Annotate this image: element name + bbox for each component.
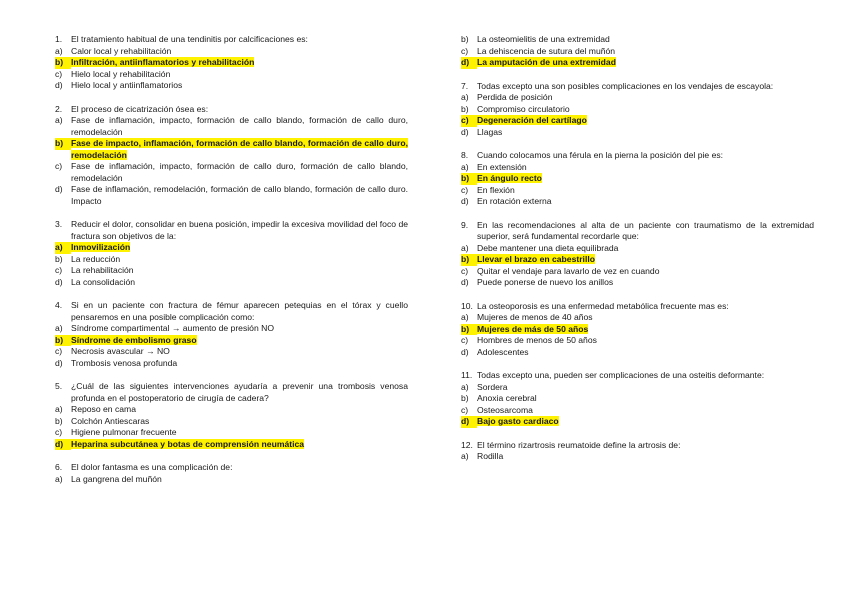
option-letter: a) bbox=[55, 45, 63, 56]
option-text-wrap bbox=[71, 80, 408, 92]
option-text: Colchón Antiescaras bbox=[71, 415, 150, 426]
option-letter: d) bbox=[461, 57, 477, 69]
answer-option bbox=[55, 80, 408, 92]
question-stem bbox=[461, 370, 814, 382]
question-block bbox=[461, 34, 814, 69]
question-stem bbox=[461, 440, 814, 452]
answer-option bbox=[461, 34, 814, 46]
question-number: 4. bbox=[55, 300, 63, 310]
option-text-wrap bbox=[71, 138, 408, 161]
question-number: 6. bbox=[55, 462, 63, 472]
answer-option bbox=[461, 405, 814, 417]
option-text: Fase de inflamación, remodelación, formación de callo blando, formación de callo duro. Impacto bbox=[71, 184, 408, 206]
option-letter: a) bbox=[461, 451, 469, 461]
option-text: La consolidación bbox=[71, 276, 136, 287]
answer-option bbox=[461, 335, 814, 347]
question-number: 11. bbox=[461, 370, 473, 380]
option-letter: b) bbox=[461, 324, 477, 336]
answer-option bbox=[55, 346, 408, 358]
option-letter: b) bbox=[461, 254, 477, 266]
option-text-wrap bbox=[71, 265, 408, 277]
answer-option bbox=[55, 161, 408, 184]
option-text: Perdida de posición bbox=[477, 92, 553, 102]
question-text: El término rizartrosis reumatoide define la artrosis de: bbox=[477, 439, 681, 450]
option-text-wrap bbox=[477, 92, 814, 104]
option-letter: d) bbox=[461, 126, 469, 137]
answer-option-correct bbox=[55, 138, 408, 161]
option-letter: c) bbox=[461, 184, 469, 195]
option-letter: c) bbox=[55, 68, 63, 79]
answer-option bbox=[461, 185, 814, 197]
question-block bbox=[55, 34, 408, 92]
answer-option bbox=[55, 184, 408, 207]
answer-option bbox=[55, 323, 408, 335]
option-text: Rodilla bbox=[477, 451, 504, 461]
answer-option-correct bbox=[461, 57, 814, 69]
option-letter: d) bbox=[55, 357, 63, 368]
option-text-wrap bbox=[71, 416, 408, 428]
option-letter: a) bbox=[55, 115, 63, 125]
question-text: El tratamiento habitual de una tendinitis por calcificaciones es: bbox=[71, 34, 308, 44]
option-letter: d) bbox=[55, 439, 71, 451]
question-block bbox=[461, 220, 814, 289]
option-letter: b) bbox=[461, 173, 477, 185]
right-column bbox=[461, 34, 814, 475]
answer-option bbox=[461, 277, 814, 289]
answer-option bbox=[461, 46, 814, 58]
answer-option bbox=[55, 358, 408, 370]
answer-option bbox=[55, 416, 408, 428]
answer-option bbox=[55, 46, 408, 58]
question-block bbox=[55, 219, 408, 288]
option-letter: c) bbox=[461, 265, 469, 276]
option-text-wrap bbox=[477, 254, 814, 266]
option-text: Fase de inflamación, impacto, formación de callo blando, formación de callo duro, remodelación bbox=[71, 115, 408, 137]
option-text-wrap bbox=[71, 254, 408, 266]
question-stem bbox=[55, 462, 408, 474]
option-text-wrap bbox=[71, 427, 408, 439]
option-text: En ángulo recto bbox=[477, 173, 542, 183]
question-stem bbox=[55, 104, 408, 116]
answer-option-correct bbox=[55, 335, 408, 347]
option-letter: b) bbox=[55, 138, 71, 150]
option-letter: c) bbox=[461, 335, 469, 345]
answer-option bbox=[461, 243, 814, 255]
question-number: 1. bbox=[55, 34, 63, 44]
option-text: La rehabilitación bbox=[71, 265, 134, 275]
option-text-wrap bbox=[71, 57, 408, 69]
option-text: Hombres de menos de 50 años bbox=[477, 335, 597, 345]
question-text: ¿Cuál de las siguientes intervenciones ayudaría a prevenir una trombosis venosa profunda en el postoperatorio de cirugía de cadera? bbox=[71, 381, 408, 403]
question-text: En las recomendaciones al alta de un paciente con traumatismo de la extremidad superior, será fundamental recordarle que: bbox=[477, 219, 814, 241]
option-text-wrap bbox=[477, 347, 814, 359]
answer-option bbox=[461, 162, 814, 174]
option-text-wrap bbox=[71, 335, 408, 347]
option-letter: c) bbox=[461, 45, 469, 56]
option-letter: a) bbox=[461, 381, 469, 392]
left-column bbox=[55, 34, 408, 497]
option-text: Síndrome de embolismo graso bbox=[71, 334, 197, 345]
question-stem bbox=[55, 34, 408, 46]
option-text: Sordera bbox=[477, 381, 508, 392]
option-letter: b) bbox=[461, 393, 469, 403]
option-text: Puede ponerse de nuevo los anillos bbox=[477, 277, 614, 287]
option-letter: b) bbox=[55, 253, 63, 264]
answer-option bbox=[461, 312, 814, 324]
option-text: Necrosis avascular → NO bbox=[71, 346, 170, 356]
question-block bbox=[461, 370, 814, 428]
option-text-wrap bbox=[477, 127, 814, 139]
option-letter: b) bbox=[461, 103, 469, 114]
option-letter: a) bbox=[461, 92, 469, 102]
option-text-wrap bbox=[477, 196, 814, 208]
option-letter: b) bbox=[461, 34, 469, 44]
question-block bbox=[461, 301, 814, 359]
option-text: En flexión bbox=[477, 184, 515, 195]
option-text-wrap bbox=[477, 57, 814, 69]
option-letter: d) bbox=[55, 184, 63, 194]
question-block bbox=[55, 462, 408, 485]
option-text-wrap bbox=[477, 416, 814, 428]
question-text: Reducir el dolor, consolidar en buena posición, impedir la excesiva movilidad del foco de fractura son objetivos de la: bbox=[71, 219, 408, 241]
option-text: Fase de impacto, inflamación, formación de callo blando, formación de callo duro, remodelación bbox=[71, 138, 408, 160]
answer-option bbox=[55, 115, 408, 138]
option-text-wrap bbox=[477, 185, 814, 197]
option-letter: b) bbox=[55, 57, 71, 69]
option-text: Infiltración, antiinflamatorios y rehabilitación bbox=[71, 57, 255, 67]
option-text-wrap bbox=[71, 439, 408, 451]
option-text: Llagas bbox=[477, 126, 503, 137]
question-number: 9. bbox=[461, 219, 469, 230]
option-letter: d) bbox=[55, 80, 63, 90]
option-text: Mujeres de menos de 40 años bbox=[477, 312, 593, 322]
option-text: La amputación de una extremidad bbox=[477, 57, 616, 67]
option-letter: c) bbox=[55, 346, 63, 356]
answer-option bbox=[55, 254, 408, 266]
option-letter: d) bbox=[55, 276, 63, 287]
option-text: Heparina subcutánea y botas de comprensión neumática bbox=[71, 438, 305, 449]
option-text: Compromiso circulatorio bbox=[477, 103, 570, 114]
answer-option-correct bbox=[55, 242, 408, 254]
question-text: Si en un paciente con fractura de fémur aparecen petequias en el tórax y cuello pensaremos en una posible complicación como: bbox=[71, 300, 408, 322]
answer-option bbox=[461, 127, 814, 139]
option-letter: d) bbox=[461, 196, 469, 206]
option-text: Llevar el brazo en cabestrillo bbox=[477, 254, 595, 264]
question-stem bbox=[461, 220, 814, 243]
option-text-wrap bbox=[71, 115, 408, 138]
option-text: Quitar el vendaje para lavarlo de vez en cuando bbox=[477, 265, 660, 276]
option-letter: c) bbox=[55, 161, 63, 171]
option-text-wrap bbox=[71, 474, 408, 486]
option-text-wrap bbox=[477, 277, 814, 289]
option-text-wrap bbox=[71, 184, 408, 207]
option-text: Hielo local y antiinflamatorios bbox=[71, 80, 183, 90]
option-text: La osteomielitis de una extremidad bbox=[477, 34, 610, 44]
answer-option-correct bbox=[55, 439, 408, 451]
question-stem bbox=[461, 150, 814, 162]
option-text-wrap bbox=[71, 404, 408, 416]
question-block bbox=[55, 300, 408, 369]
option-text-wrap bbox=[477, 312, 814, 324]
question-number: 10. bbox=[461, 300, 473, 311]
question-text: Todas excepto una son posibles complicaciones en los vendajes de escayola: bbox=[477, 80, 774, 91]
option-text-wrap bbox=[477, 266, 814, 278]
option-text: Reposo en cama bbox=[71, 404, 136, 414]
option-text-wrap bbox=[477, 115, 814, 127]
question-text: La osteoporosis es una enfermedad metabólica frecuente mas es: bbox=[477, 300, 729, 311]
answer-option bbox=[461, 92, 814, 104]
option-text: En rotación externa bbox=[477, 196, 552, 206]
option-text-wrap bbox=[477, 104, 814, 116]
option-text: Bajo gasto cardiaco bbox=[477, 416, 559, 426]
option-text: Mujeres de más de 50 años bbox=[477, 323, 589, 334]
question-text: El dolor fantasma es una complicación de: bbox=[71, 462, 233, 472]
option-text-wrap bbox=[477, 34, 814, 46]
question-number: 8. bbox=[461, 150, 469, 160]
option-letter: d) bbox=[461, 416, 477, 428]
option-letter: c) bbox=[461, 115, 477, 127]
answer-option bbox=[461, 104, 814, 116]
option-text: En extensión bbox=[477, 161, 527, 172]
option-text-wrap bbox=[71, 69, 408, 81]
option-letter: a) bbox=[461, 242, 469, 253]
option-text: La dehiscencia de sutura del muñón bbox=[477, 45, 616, 56]
question-number: 7. bbox=[461, 80, 469, 91]
question-text: El proceso de cicatrización ósea es: bbox=[71, 103, 209, 114]
answer-option-correct bbox=[461, 254, 814, 266]
option-text: La reducción bbox=[71, 253, 121, 264]
option-letter: b) bbox=[55, 335, 71, 347]
option-text: Trombosis venosa profunda bbox=[71, 357, 178, 368]
option-letter: d) bbox=[461, 277, 469, 287]
option-text: Hielo local y rehabilitación bbox=[71, 68, 171, 79]
option-letter: a) bbox=[461, 161, 469, 172]
option-text: Adolescentes bbox=[477, 346, 529, 357]
question-number: 12. bbox=[461, 439, 473, 450]
option-text-wrap bbox=[477, 335, 814, 347]
option-letter: a) bbox=[461, 312, 469, 322]
question-number: 3. bbox=[55, 219, 63, 229]
answer-option bbox=[55, 69, 408, 81]
option-text: Degeneración del cartílago bbox=[477, 115, 587, 125]
option-text-wrap bbox=[477, 162, 814, 174]
option-letter: c) bbox=[55, 265, 63, 275]
option-text: Síndrome compartimental → aumento de presión NO bbox=[71, 323, 275, 333]
question-stem bbox=[461, 81, 814, 93]
option-letter: d) bbox=[461, 346, 469, 357]
option-text: Inmovilización bbox=[71, 242, 131, 252]
option-text-wrap bbox=[477, 451, 814, 463]
question-stem bbox=[55, 219, 408, 242]
option-text-wrap bbox=[71, 346, 408, 358]
option-letter: a) bbox=[55, 323, 63, 333]
option-letter: a) bbox=[55, 404, 63, 414]
option-text: Anoxia cerebral bbox=[477, 393, 537, 403]
option-text-wrap bbox=[477, 405, 814, 417]
option-letter: c) bbox=[55, 427, 63, 437]
option-letter: c) bbox=[461, 404, 469, 415]
option-text-wrap bbox=[71, 358, 408, 370]
answer-option bbox=[55, 277, 408, 289]
option-letter: b) bbox=[55, 415, 63, 426]
option-text-wrap bbox=[477, 324, 814, 336]
question-block bbox=[461, 81, 814, 139]
answer-option bbox=[461, 393, 814, 405]
answer-option bbox=[461, 451, 814, 463]
option-text: La gangrena del muñón bbox=[71, 473, 162, 484]
question-stem bbox=[55, 300, 408, 323]
option-text-wrap bbox=[477, 46, 814, 58]
option-text: Debe mantener una dieta equilibrada bbox=[477, 242, 619, 253]
answer-option bbox=[55, 265, 408, 277]
option-letter: a) bbox=[55, 473, 63, 484]
question-block bbox=[461, 440, 814, 463]
option-text: Higiene pulmonar frecuente bbox=[71, 427, 177, 437]
question-number: 2. bbox=[55, 103, 63, 114]
option-text-wrap bbox=[71, 323, 408, 335]
option-letter: a) bbox=[55, 242, 71, 254]
answer-option bbox=[461, 196, 814, 208]
answer-option-correct bbox=[461, 115, 814, 127]
answer-option-correct bbox=[461, 173, 814, 185]
option-text-wrap bbox=[477, 382, 814, 394]
answer-option bbox=[55, 474, 408, 486]
question-text: Todas excepto una, pueden ser complicaciones de una osteitis deformante: bbox=[477, 370, 765, 380]
option-text-wrap bbox=[71, 46, 408, 58]
answer-option-correct bbox=[461, 416, 814, 428]
answer-option bbox=[55, 404, 408, 416]
question-block bbox=[55, 381, 408, 450]
answer-option-correct bbox=[461, 324, 814, 336]
option-text-wrap bbox=[477, 243, 814, 255]
option-text: Osteosarcoma bbox=[477, 404, 533, 415]
question-stem bbox=[55, 381, 408, 404]
option-text: Fase de inflamación, impacto, formación de callo duro, formación de callo blando, remodelación bbox=[71, 161, 408, 183]
question-block bbox=[55, 104, 408, 208]
option-text-wrap bbox=[71, 161, 408, 184]
answer-option bbox=[461, 347, 814, 359]
answer-option bbox=[461, 266, 814, 278]
option-text-wrap bbox=[477, 393, 814, 405]
option-text-wrap bbox=[71, 242, 408, 254]
option-text-wrap bbox=[71, 277, 408, 289]
option-text: Calor local y rehabilitación bbox=[71, 45, 172, 56]
question-number: 5. bbox=[55, 381, 63, 391]
answer-option-correct bbox=[55, 57, 408, 69]
question-block bbox=[461, 150, 814, 208]
answer-option bbox=[461, 382, 814, 394]
answer-option bbox=[55, 427, 408, 439]
question-stem bbox=[461, 301, 814, 313]
option-text-wrap bbox=[477, 173, 814, 185]
question-text: Cuando colocamos una férula en la pierna la posición del pie es: bbox=[477, 150, 724, 160]
